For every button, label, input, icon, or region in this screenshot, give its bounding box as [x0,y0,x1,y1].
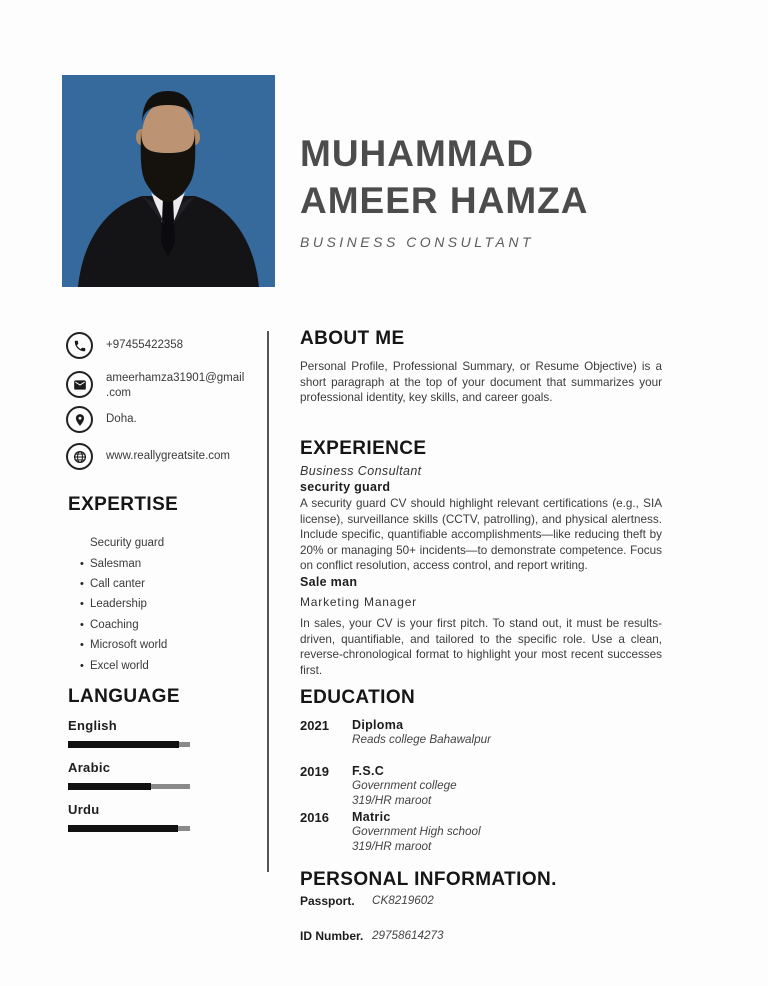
language-urdu [68,802,198,831]
language-level-fill [68,741,179,748]
language-level-bar [68,742,190,747]
experience-body: A security guard CV should highlight relevant certifications (e.g., SIA license), surveillance skills (CCTV, patrolling), and physical alertness. Include specific, quantifiable accomplishments—like reducing theft by 20% or managing 50+ incidents—to demonstrate competence. Focus on conflict resolution, access control, and report writing. [300,497,662,573]
location-text: Doha. [106,413,137,426]
experience-role: security guard [300,480,391,494]
experience-subtitle: Business Consultant [300,464,422,478]
education-line: Reads college Bahawalpur [352,733,492,746]
language-level-fill [68,783,151,790]
expertise-list [68,533,258,676]
expertise-item: Security guard [90,537,165,550]
name-line-1: MUHAMMAD [300,133,535,174]
bullet-icon: • [80,618,84,631]
education-title: Diploma [352,718,404,732]
education-entry [300,764,457,808]
education-details [352,718,491,747]
personal-info-heading: PERSONAL INFORMATION. [300,869,557,890]
website-text: www.reallygreatsite.com [106,450,230,463]
language-name: Arabic [68,760,111,775]
bullet-icon: • [80,557,84,570]
education-line: Government High school [352,825,481,838]
globe-icon [66,443,93,470]
expertise-item: • Leadership [80,598,147,611]
location-pin-icon [66,406,93,433]
phone-number: +97455422358 [106,339,184,352]
contact-email [66,371,266,400]
personal-info-value: 29758614273 [372,929,444,942]
language-arabic [68,760,198,789]
email-icon [66,371,93,398]
education-line: 319/HR maroot [352,794,432,808]
bullet-icon: • [80,639,84,652]
education-heading: EDUCATION [300,687,416,708]
profile-photo-illustration [62,75,275,287]
about-body: Personal Profile, Professional Summary, or Resume Objective) is a short paragraph at the top of your document that summarizes your professional identity, key skills, and career goals. [300,360,662,405]
language-name: English [68,718,118,733]
expertise-heading: EXPERTISE [68,494,179,515]
education-title: Matric [352,810,391,824]
language-english [68,718,198,747]
education-title: F.S.C [352,764,385,778]
expertise-item: • Excel world [80,659,149,672]
experience-role: Sale man [300,575,358,589]
expertise-item: • Microsoft world [80,639,168,652]
education-year: 2021 [300,718,329,733]
language-heading: LANGUAGE [68,686,180,707]
expertise-item: • Salesman [80,557,142,570]
experience-body: In sales, your CV is your first pitch. To stand out, it must be results-driven, quantifiable, and tailored to the specific role. Use a clean, reverse-chronological format to highlight your most recent successes first. [300,617,662,677]
header [300,130,720,250]
education-entry [300,718,491,747]
expertise-item: • Call canter [80,577,145,590]
contact-website [66,443,266,470]
education-year: 2019 [300,764,329,779]
personal-info-label: Passport. [300,894,355,908]
name-line-2: AMEER HAMZA [300,180,589,221]
education-details [352,764,457,808]
bullet-icon: • [80,598,84,611]
experience-heading: EXPERIENCE [300,438,427,459]
job-title: BUSINESS CONSULTANT [300,234,535,250]
personal-info-label: ID Number. [300,929,364,943]
education-line: Government college [352,779,457,792]
personal-info-row [300,929,444,943]
education-details [352,810,481,854]
education-year: 2016 [300,810,329,825]
language-name: Urdu [68,802,100,817]
personal-info-value: CK8219602 [372,894,434,907]
email-address: ameerhamza31901@gmail .com [106,372,245,399]
language-level-bar [68,784,190,789]
bullet-icon: • [80,577,84,590]
experience-subrole: Marketing Manager [300,595,417,609]
about-heading: ABOUT ME [300,328,405,349]
person-name [300,130,720,224]
language-level-fill [68,825,178,832]
language-level-bar [68,826,190,831]
profile-photo [62,75,275,287]
contact-phone [66,332,266,359]
contact-location [66,406,266,433]
personal-info-row [300,894,434,908]
education-entry [300,810,481,854]
column-divider [267,331,269,872]
education-line: 319/HR maroot [352,840,432,854]
expertise-item: • Coaching [80,618,139,631]
phone-icon [66,332,93,359]
bullet-icon: • [80,659,84,672]
